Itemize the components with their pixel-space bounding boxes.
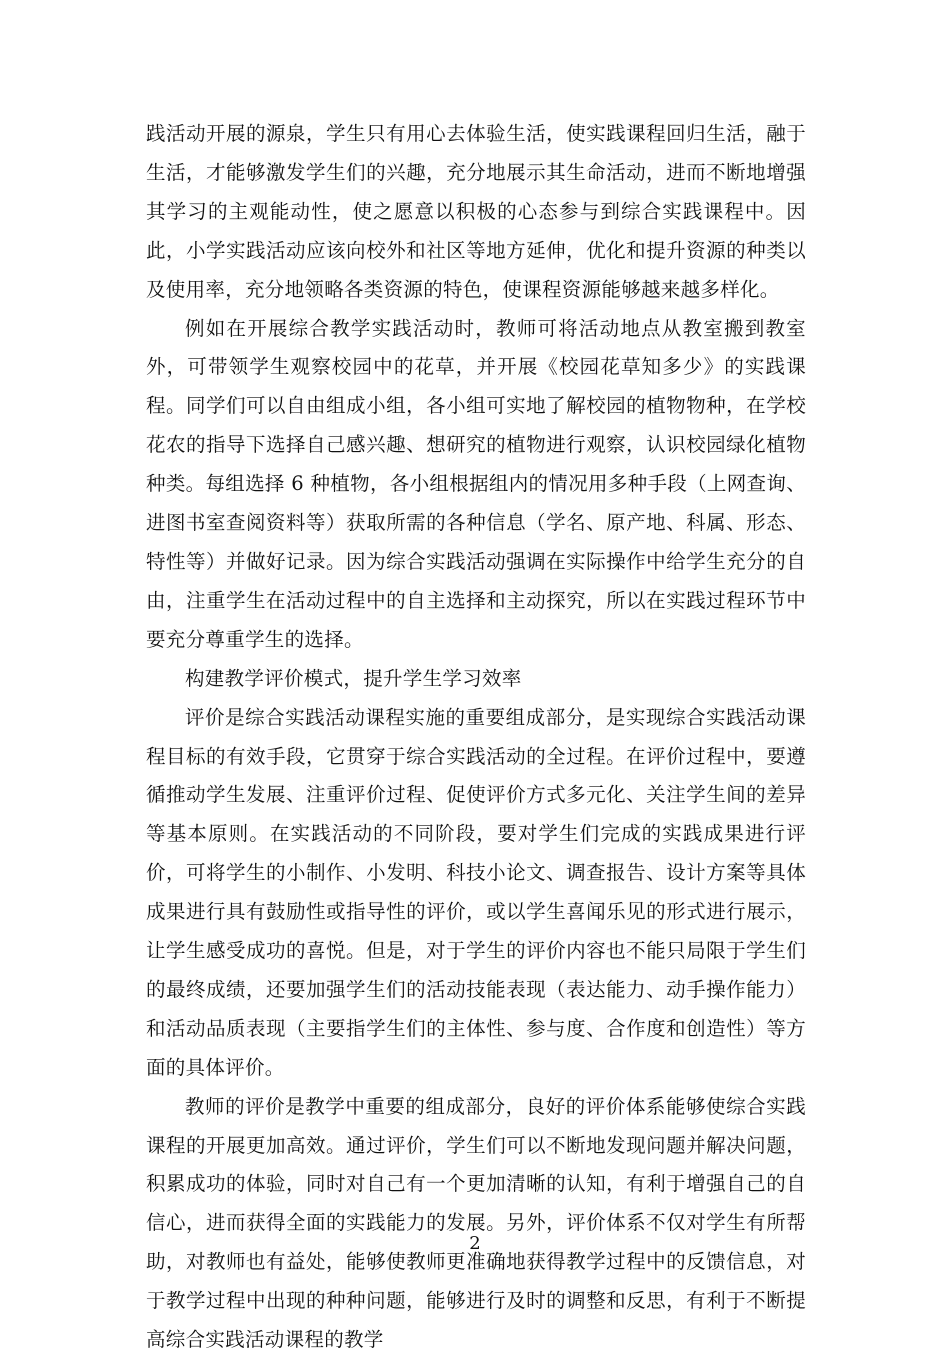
document-body xyxy=(146,115,806,1360)
paragraph-3: 评价是综合实践活动课程实施的重要组成部分，是实现综合实践活动课程目标的有效手段，它贯穿于综合实践活动的全过程。在评价过程中，要遵循推动学生发展、注重评价过程、促使评价方式多元化、关注学生间的差异等基本原则。在实践活动的不同阶段，要对学生们完成的实践成果进行评价，可将学生的小制作、小发明、科技小论文、调查报告、设计方案等具体成果进行具有鼓励性或指导性的评价，或以学生喜闻乐见的形式进行展示，让学生感受成功的喜悦。但是，对于学生的评价内容也不能只局限于学生们的最终成绩，还要加强学生们的活动技能表现（表达能力、动手操作能力）和活动品质表现（主要指学生们的主体性、参与度、合作度和创造性）等方面的具体评价。 xyxy=(146,705,806,1079)
section-heading: 构建教学评价模式，提升学生学习效率 xyxy=(185,666,522,690)
page-number: 2 xyxy=(469,1233,481,1254)
paragraph-4: 教师的评价是教学中重要的组成部分，良好的评价体系能够使综合实践课程的开展更加高效。通过评价，学生们可以不断地发现问题并解决问题，积累成功的体验，同时对自己有一个更加清晰的认知，有利于增强自己的自信心，进而获得全面的实践能力的发展。另外，评价体系不仅对学生有所帮助，对教师也有益处，能够使教师更准确地获得教学过程中的反馈信息，对于教学过程中出现的种种问题，能够进行及时的调整和反思，有利于不断提高综合实践活动课程的教学 xyxy=(146,1094,806,1352)
paragraph-1: 践活动开展的源泉，学生只有用心去体验生活，使实践课程回归生活，融于生活，才能够激发学生们的兴趣，充分地展示其生命活动，进而不断地增强其学习的主观能动性，使之愿意以积极的心态参与到综合实践课程中。因此，小学实践活动应该向校外和社区等地方延伸，优化和提升资源的种类以及使用率，充分地领略各类资源的特色，使课程资源能够越来越多样化。 xyxy=(146,122,806,301)
paragraph-2: 例如在开展综合教学实践活动时，教师可将活动地点从教室搬到教室外，可带领学生观察校园中的花草，并开展《校园花草知多少》的实践课程。同学们可以自由组成小组，各小组可实地了解校园的植物物种，在学校花农的指导下选择自己感兴趣、想研究的植物进行观察，认识校园绿化植物种类。每组选择 6 种植物，各小组根据组内的情况用多种手段（上网查询、进图书室查阅资料等）获取所需的各种信息（学名、原产地、科属、形态、特性等）并做好记录。因为综合实践活动强调在实际操作中给学生充分的自由，注重学生在活动过程中的自主选择和主动探究，所以在实践过程环节中要充分尊重学生的选择。 xyxy=(146,316,806,651)
